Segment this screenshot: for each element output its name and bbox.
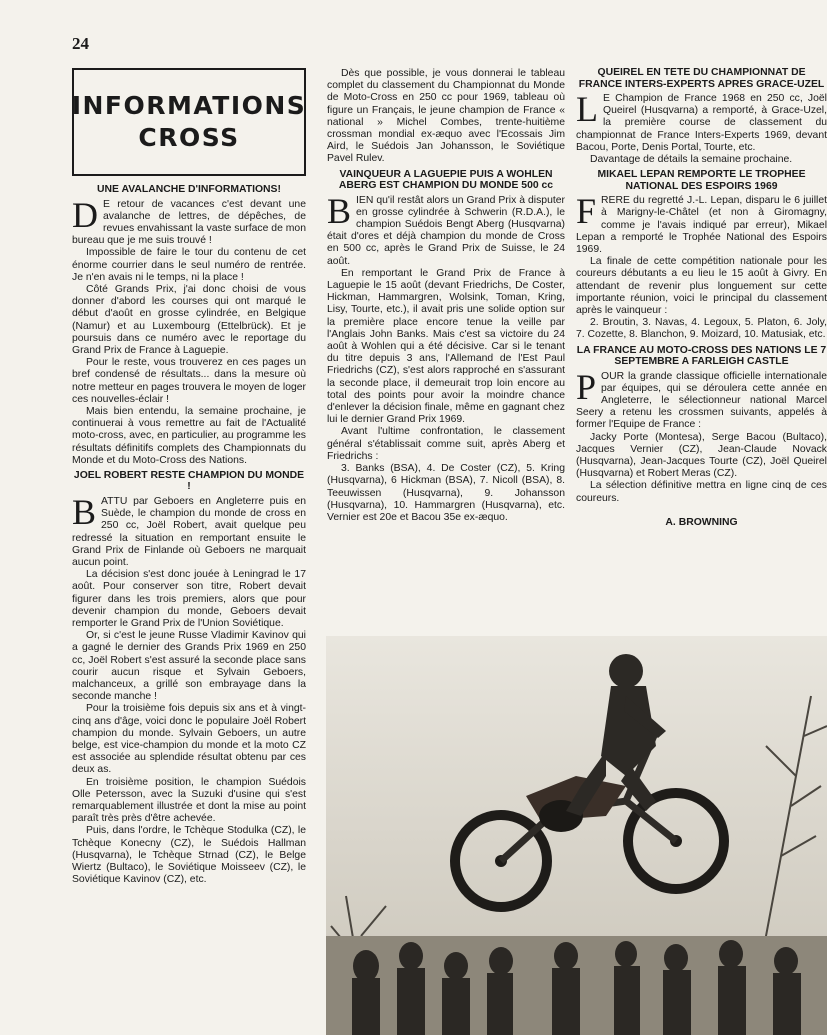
article-paragraph: Jacky Porte (Montesa), Serge Bacou (Bultaco), Jacques Vernier (CZ), Jean-Claude Novack (Husqvarna), Jean-Jacques Tourte (CZ), Joël Queirel (Husqvarna) et Robert Meras (CZ). — [576, 431, 827, 480]
spectators — [352, 940, 801, 1035]
article-paragraph: Mais bien entendu, la semaine prochaine, je continuerai à vous remettre au fait de l'Actualité moto-cross, avec, en particulier, au programme les résultats définitifs complets des Championnats du Monde et du Moto-Cross des Nations. — [72, 405, 306, 466]
article-paragraph: L E Champion de France 1968 en 250 cc, Joël Queirel (Husqvarna) a remporté, à Grace-Uzel, la première course de classement du championnat de France Inters-Experts 1969, devant Bacou, Porte, Denis Portal, Tourte, etc. — [576, 89, 827, 153]
column-2 — [327, 68, 565, 524]
column-1 — [72, 68, 306, 886]
article-paragraph: 2. Broutin, 3. Navas, 4. Legoux, 5. Platon, 6. Joly, 7. Cozette, 8. Blanchon, 9. Moizard, 10. Matusiak, etc. — [576, 317, 827, 341]
section-heading: LA FRANCE AU MOTO-CROSS DES NATIONS LE 7 SEPTEMBRE A FARLEIGH CASTLE — [576, 344, 827, 368]
article-paragraph: D E retour de vacances c'est devant une avalanche de lettres, de dépêches, de revues envahissant la vaste surface de mon bureau que je me suis trouvé ! — [72, 194, 306, 247]
motocross-photo — [326, 636, 827, 1035]
photo-credit: A. BROWNING — [665, 516, 738, 528]
article-paragraph: Or, si c'est le jeune Russe Vladimir Kavinov qui a gagné le dernier des Grands Prix 1969 en 250 cc, Joël Robert s'est assuré la seconde place sans courir aucun risque et Sylvain Geboers, malchanceux, a grillé son embrayage dans la seconde manche ! — [72, 630, 306, 703]
section-heading: QUEIREL EN TETE DU CHAMPIONNAT DE FRANCE INTERS-EXPERTS APRES GRACE-UZEL — [578, 67, 825, 90]
page-title — [72, 68, 306, 176]
section-heading: VAINQUEUR A LAGUEPIE PUIS A WOHLEN ABERG EST CHAMPION DU MONDE 500 cc — [338, 168, 554, 192]
drop-cap: B — [72, 491, 97, 532]
article-paragraph: Puis, dans l'ordre, le Tchèque Stodulka (CZ), le Tchèque Konecny (CZ), le Suédois Hallman (Husqvarna), le Tchèque Strnad (CZ), le Belge Wiertz (Bultaco), le Soviétique Moisseev (CZ), le Soviétique Kavinov (CZ), etc. — [72, 825, 306, 886]
title-line-2: CROSS — [138, 123, 240, 152]
article-paragraph: Pour le reste, vous trouverez en ces pages un bref condensé de résultats... dans la mesure où notre metteur en pages trouvera le moyen de loger ces nouvelles-éclair ! — [72, 357, 306, 405]
article-paragraph: En remportant le Grand Prix de France à Laguepie le 15 août (devant Friedrichs, De Coster, Hickman, Hammargren, Wolsink, Toman, Kring, Lisy, Tourte, etc.), il avait pris une solide option sur la première place encore tenue la veille par l'Anglais John Banks. Mais c'est sa victoire du 24 août à Wohlen qui a été décisive. Car si le tenant du titre depuis 3 ans, l'Allemand de l'Est Paul Friedrichs (CZ), s'est alors rapproché en s'assurant la seconde place, il demeurait trop loin encore au total des points pour avoir la moindre chance d'enlever la décision finale, même en gagnant chez lui le dernier Grand Prix 1969. — [327, 267, 565, 426]
article-paragraph: Impossible de faire le tour du contenu de cet énorme courrier dans le seul numéro de rentrée. Je n'en avais ni le temps, ni la place ! — [72, 247, 306, 283]
article-paragraph: La finale de cette compétition nationale pour les coureurs débutants a eu lieu le 15 août à Givry. En attendant de revenir plus longuement sur cette importante réunion, voici le principal du classement après le vainqueur : — [576, 256, 827, 317]
page-number: 24 — [72, 34, 89, 53]
column-3 — [576, 64, 827, 529]
drop-cap: P — [576, 366, 597, 407]
article-paragraph: La décision s'est donc jouée à Leningrad le 17 août. Pour conserver son titre, Robert devait figurer dans les trois premiers, alors que pour devenir champion du monde, Geboers devait remporter le Grand Prix de l'Union Soviétique. — [72, 569, 306, 629]
section-heading: UNE AVALANCHE D'INFORMATIONS! — [97, 184, 281, 195]
drop-cap: B — [327, 190, 352, 231]
drop-cap: L — [576, 89, 598, 129]
article-paragraph: BIEN qu'il restât alors un Grand Prix à disputer en grosse cylindrée à Schwerin (R.D.A.), le champion Suédois Bengt Aberg (Husqvarna) était d'ores et déjà champion du monde de Cross en 500 cc, après le Grand Prix de Suisse, le 24 août. — [327, 190, 565, 267]
article-paragraph: Avant l'ultime confrontation, le classement général s'établissait comme suit, après Aberg et Friedrichs : — [327, 426, 565, 462]
article-paragraph: La sélection définitive mettra en ligne cinq de ces coureurs. — [576, 480, 827, 504]
article-paragraph: Dès que possible, je vous donnerai le tableau complet du classement du Championnat du Monde de Moto-Cross en 250 cc pour 1969, tableau où figure un Français, le jeune champion de France « national » Michel Combes, trente-huitième crossman mondial ex-æquo avec l'Ecossais Jim Aird, le Suédois Jan Johansson, le Soviétique Pavel Rulev. — [327, 68, 565, 165]
article-paragraph: Côté Grands Prix, j'ai donc choisi de vous donner d'abord les courses qui ont marqué le début d'août en grosse cylindrée, en Belgique (Namur) et au Luxembourg (Ettelbrück). Et je poursuis dans ce numéro avec le reportage du Grand Prix de France à Laguepie. — [72, 283, 306, 356]
section-heading: MIKAEL LEPAN REMPORTE LE TROPHEE NATIONAL DES ESPOIRS 1969 — [597, 169, 806, 192]
article-paragraph: Davantage de détails la semaine prochaine. — [590, 154, 793, 166]
section-heading: JOEL ROBERT RESTE CHAMPION DU MONDE ! — [73, 469, 305, 493]
title-line-1: INFORMATIONS — [72, 91, 306, 120]
article-paragraph: Pour la troisième fois depuis six ans et à vingt-cinq ans d'âge, voici donc le populaire Joël Robert champion du monde. Sylvain Geboers, un autre belge, est vice-champion du monde et la moto CZ est associée au splendide résultat obtenu par ces deux as. — [72, 703, 306, 776]
drop-cap: D — [72, 194, 98, 235]
article-paragraph: FRERE du regretté J.-L. Lepan, disparu le 6 juillet à Marigny-le-Châtel (et non à Giromagny, comme je l'avais indiqué par erreur), Mikael Lepan a remporté le Trophée National des Espoirs 1969. — [576, 191, 827, 256]
article-paragraph: BATTU par Geboers en Angleterre puis en Suède, le champion du monde de cross en 250 cc, Joël Robert, avait quelque peu redressé la situation en remportant ensuite le Grand Prix de Finlande où Geboers ne marquait aucun point. — [72, 491, 306, 568]
article-paragraph: 3. Banks (BSA), 4. De Coster (CZ), 5. Kring (Husqvarna), 6 Hickman (BSA), 7. Nicoll (BSA), 8. Teeuwissen (Husqvarna), 9. Johansson (Husqvarna), 10. Hammargren (Husqvarna), etc. Vernier est 20e et Bacou 35e ex-æquo. — [327, 463, 565, 523]
drop-cap: F — [576, 191, 597, 232]
article-paragraph: POUR la grande classique officielle internationale par équipes, qui se déroulera cette année en Angleterre, le sélectionneur national Marcel Seery a retenu les crossmen suivants, appelés à former l'Equipe de France : — [576, 366, 827, 431]
article-paragraph: En troisième position, le champion Suédois Olle Petersson, avec la Suzuki d'usine qui s'est remarquablement illustrée et dont la mise au point paraît très près d'être achevée. — [72, 776, 306, 825]
